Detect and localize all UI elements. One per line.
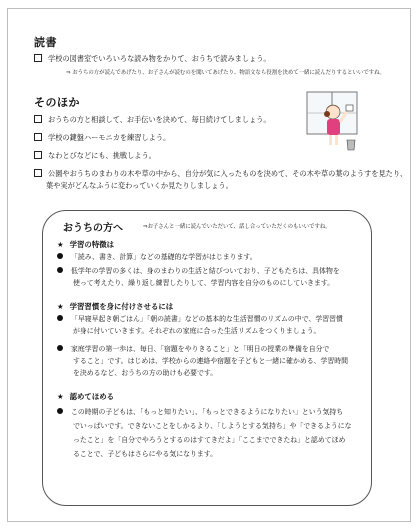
section-heading-features: ★ 学習の特徴は — [57, 240, 114, 249]
star-icon: ★ — [57, 240, 64, 249]
checkbox-icon — [34, 133, 42, 141]
bullet-home-study-cont-2: を決めるなど、おうちの方の助けも必要です。 — [73, 369, 218, 377]
bullet-home-study: 家庭学習の第一歩は、毎日、「宿題をやりきること」と「明日の授業の準備を自分で — [57, 344, 329, 355]
other-item-jumprope: なわとびなどにも、挑戦しよう。 — [34, 150, 156, 161]
bullet-icon — [57, 253, 63, 259]
bullet-icon — [57, 315, 63, 321]
other-item-chores: おうちの方と相談して、お手伝いを決めて、毎日続けてしましょう。 — [34, 114, 271, 125]
reading-item: 学校の図書室でいろいろな読み物をかりて、おうちで読みましょう。 — [34, 53, 271, 64]
bullet-home-study-cont-1: すること」です。はじめは、学校からの連絡や宿題を子どもと一緒に確かめる、学習時間 — [73, 357, 349, 365]
bullet-early-rising-cont: が身に付いていきます。それぞれの家庭に合った生活リズムをつくりましょう。 — [73, 327, 321, 335]
child-cleaning-window-illustration — [303, 90, 363, 152]
section-heading-praise: ★ 認めてほめる — [57, 392, 114, 401]
checkbox-icon — [34, 169, 42, 177]
advice-title: おうちの方へ — [63, 223, 123, 234]
bullet-lower-grades: 低学年の学習の多くは、身のまわりの生活と結びついており、子どもたちは、具体物を — [57, 266, 340, 277]
bullet-icon — [57, 267, 63, 273]
bullet-basic-learning: 「読み、書き、計算」などの基礎的な学習がはじまります。 — [57, 252, 257, 263]
bullet-praise-cont-1: でいっぱいです。できないことをしかるより、「しようとする気持ち」や「できるようにな — [73, 422, 352, 430]
other-item-harmonica: 学校の鍵盤ハーモニカを練習しよう。 — [34, 132, 170, 143]
bullet-praise-cont-2: ったこと」を「自分でやろうとするのはすてきだよ」「ここまでできたね」と認めてほめ — [73, 436, 346, 444]
checkbox-icon — [34, 151, 42, 159]
bullet-praise: この時期の子どもは、「もっと知りたい」、「もっとできるようになりたい」という気持ち — [57, 407, 343, 418]
other-title: そのほか — [34, 96, 80, 109]
bullet-early-rising: 「早寝早起き朝ごはん」「朝の読書」などの基本的な生活習慣のリズムの中で、学習習慣 — [57, 314, 343, 325]
star-icon: ★ — [57, 302, 64, 311]
other-item-plants-cont: 葉や実がどんなふうに変わっていくか見たりしましょう。 — [46, 181, 233, 190]
star-icon: ★ — [57, 392, 64, 401]
reading-note: ⇒ おうちの方が読んであげたり、お子さんが読むのを聞いてあげたり、物語文なら役割を決めて一緒に読んだりするといいですね。 — [66, 70, 385, 76]
parents-advice-box — [42, 210, 372, 506]
bullet-lower-grades-cont: 使って考えたり、繰り返し練習したりして、学習内容を自分のものにしていきます。 — [73, 279, 335, 287]
advice-subtitle: ⇒お子さんと一緒に読んでいただいて、話し合っていただくのもいいですね。 — [143, 224, 331, 230]
other-item-plants: 公園やおうちのまわりの木や草の中から、自分が気に入ったものを決めて、その木や草の葉のようすを見たり、 — [34, 168, 407, 179]
reading-title: 読書 — [34, 36, 57, 49]
section-heading-habits: ★ 学習習慣を身に付けさせるには — [57, 302, 174, 311]
checkbox-icon — [34, 54, 42, 62]
bullet-icon — [57, 345, 63, 351]
bullet-praise-cont-3: ることで、子どもはさらにやる気になります。 — [73, 450, 218, 458]
checkbox-icon — [34, 115, 42, 123]
bullet-icon — [57, 408, 63, 414]
